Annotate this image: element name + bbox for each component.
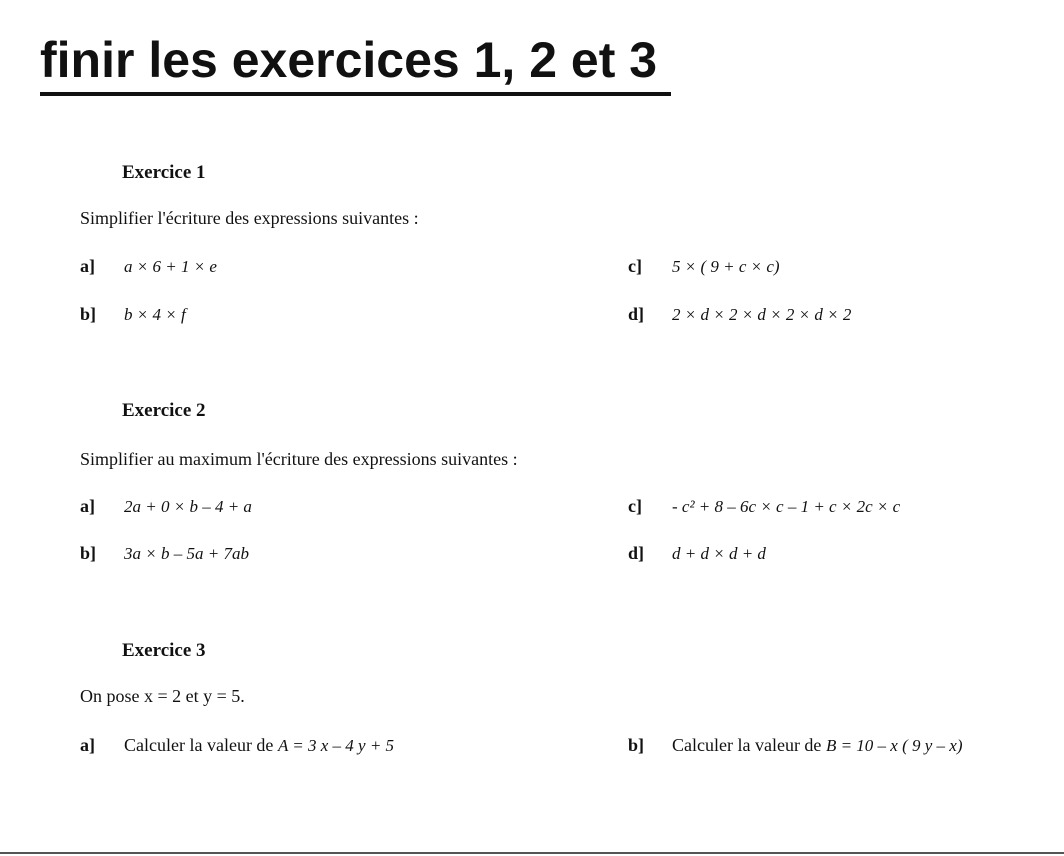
page-heading: finir les exercices 1, 2 et 3	[40, 30, 671, 96]
item-expression: d + d × d + d	[672, 544, 766, 563]
item-label: a]	[80, 256, 95, 276]
item-text: Calculer la valeur de	[672, 735, 822, 755]
item-expression: - c² + 8 – 6c × c – 1 + c × 2c × c	[672, 497, 901, 516]
exercise-2-title: Exercice 2	[122, 400, 206, 421]
item-label: c]	[628, 496, 642, 516]
exercise-1-item-b	[80, 304, 186, 325]
exercise-1-item-c	[628, 256, 780, 277]
exercise-3-title: Exercice 3	[122, 640, 206, 661]
item-label: b]	[628, 735, 645, 755]
item-label: b]	[80, 543, 97, 563]
item-text: Calculer la valeur de	[124, 735, 274, 755]
exercise-2-item-b	[80, 543, 249, 564]
item-label: b]	[80, 304, 97, 324]
exercise-1-title: Exercice 1	[122, 162, 206, 183]
bottom-divider	[0, 852, 1064, 854]
exercise-2-instruction: Simplifier au maximum l'écriture des expressions suivantes :	[80, 449, 518, 469]
item-expression: 2a + 0 × b – 4 + a	[124, 497, 252, 516]
item-label: a]	[80, 496, 95, 516]
item-label: c]	[628, 256, 642, 276]
exercise-3-item-b	[628, 735, 963, 756]
item-expression: A = 3 x – 4 y + 5	[277, 736, 395, 755]
exercise-2-item-d	[628, 543, 766, 564]
exercise-2-item-c	[628, 496, 900, 517]
item-label: d]	[628, 543, 645, 563]
item-expression: b × 4 × f	[124, 305, 186, 324]
item-label: d]	[628, 304, 645, 324]
item-expression: 2 × d × 2 × d × 2 × d × 2	[672, 305, 852, 324]
exercise-1-item-d	[628, 304, 851, 325]
exercise-1-item-a	[80, 256, 217, 277]
item-expression: 5 × ( 9 + c × c)	[672, 257, 780, 276]
item-label: a]	[80, 735, 95, 755]
exercise-1-instruction: Simplifier l'écriture des expressions suivantes :	[80, 208, 419, 228]
exercise-3-instruction: On pose x = 2 et y = 5.	[80, 686, 245, 706]
exercise-3-item-a	[80, 735, 394, 756]
item-expression: 3a × b – 5a + 7ab	[124, 544, 249, 563]
item-expression: a × 6 + 1 × e	[124, 257, 217, 276]
item-expression: B = 10 – x ( 9 y – x)	[825, 736, 963, 755]
exercise-2-item-a	[80, 496, 252, 517]
